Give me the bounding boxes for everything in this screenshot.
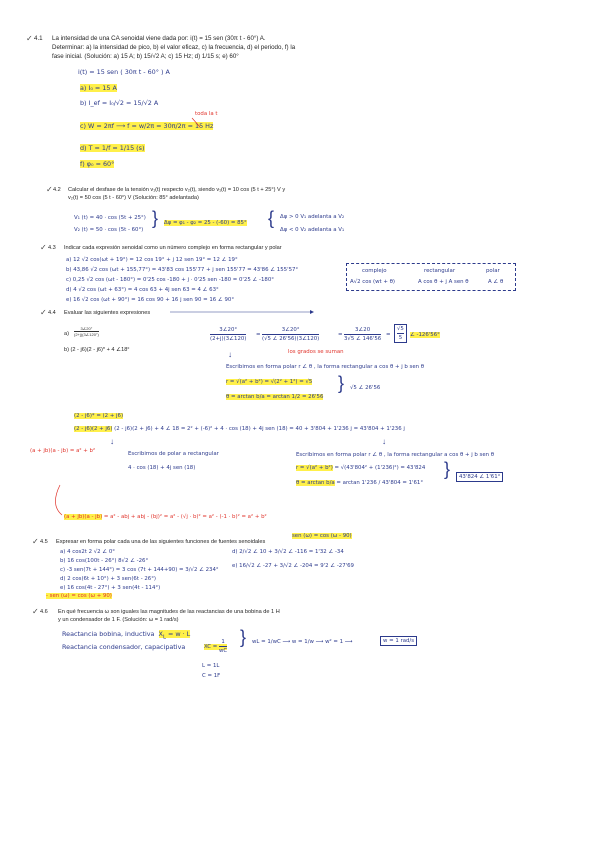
annotation-note: toda la t (195, 111, 218, 117)
angle-1: θ = arctan b/a = arctan 1/2 = 26'56 (226, 394, 324, 400)
list-item: d) 4 √2 cos (ωt + 63°) = 4 cos 63 + 4j sen 63 = 4 ∠ 63° (66, 287, 219, 293)
polar-note: Escribimos en forma polar r ∠ θ , la forma rectangular a cos θ + j b sen θ (226, 364, 425, 370)
problem-number: 4.4 (48, 310, 56, 316)
problem-title: Evaluar las siguientes expresiones (64, 310, 151, 316)
polar-note-2: Escribimos en forma polar r ∠ θ , la forma rectangular a cos θ + j b sen θ (296, 452, 495, 458)
list-item: b) 16 cos(100t - 26°) 8√2 ∠ -26° (60, 558, 149, 564)
brace-icon: } (444, 459, 451, 479)
equals-sign: = (338, 332, 343, 338)
problem-number: 4.2 (53, 187, 61, 193)
step-2: $\frac{3\angle 20^\circ}{(√5 \angle 26'56)(3\angle 120)}$ (262, 327, 320, 342)
identity-note: sen (ω) = cos (ω - 90) (292, 533, 352, 539)
answer-f: f) φ₀ = 60° (80, 160, 115, 168)
brace-icon: { (268, 208, 275, 228)
problem-number: 4.3 (48, 245, 56, 251)
result-polar-2: 43'824 ∠ 1'61° (456, 472, 503, 482)
checkmark-icon: ✓ (46, 185, 53, 194)
problem-statement-line: La intensidad de una CA senoidal viene dada por: i(t) = 15 sen (30π t - 60°) A. (52, 35, 266, 42)
angle-2: θ = arctan b/a = arctan 1'236 / 43'804 = 1'61° (296, 480, 424, 486)
answer-a: a) I₀ = 15 A (80, 84, 117, 92)
phase-difference: Δφ = φ₁ - φ₂ = 25 - (-60) = 85° (164, 220, 247, 226)
list-item: a) 4 cos2t 2 √2 ∠ 0° (60, 549, 115, 555)
problem-statement-line: Calcular el desfase de la tensión v₁(t) respecto v₂(t), siendo v₁(t) = 10 cos (5 t + 25°) V y (68, 187, 286, 193)
problem-statement-line: fase inicial. (Solución: a) 15 A; b) 15/√2 A; c) 15 Hz; d) 1/15 s; e) 60° (52, 53, 239, 60)
note-arrow (192, 118, 200, 127)
item-b: b) (2 - j6)(2 - j6)* + 4 ∠18° (64, 347, 130, 353)
solution-chain: wL = 1/wC ⟶ w = 1/w ⟶ w² = 1 ⟶ (252, 639, 353, 645)
arrow-down-icon: ↓ (110, 437, 114, 446)
result-a-angle: ∠ -126'56° (410, 332, 440, 338)
final-answer: w = 1 rad/s (380, 636, 417, 646)
item-label: a) (64, 331, 69, 337)
result-polar-1: √5 ∠ 26'56 (350, 385, 381, 391)
checkmark-icon: ✓ (40, 243, 47, 252)
modulus-2: r = √(a² + b²) = √(43'804² + (1'236)²) = 43'824 (296, 465, 426, 471)
list-item: c) -3 sen(7t + 144°) = 3 cos (7t + 144+90) = 3/√2 ∠ 234° (60, 567, 219, 573)
voltage-v1: V₁ (t) = 40 · cos (5t + 25°) (74, 215, 146, 221)
capacitance-value: C = 1F (202, 673, 221, 679)
rect-note: Escribimos de polar a rectangular (128, 451, 219, 457)
brace-icon: } (152, 208, 159, 228)
modulus-1: r = √(a² + b²) = √(2² + 1²) = √5 (226, 379, 313, 385)
fraction: 3∠20° (2+j)(3∠120°) (74, 326, 99, 337)
list-item: e) 16 √2 cos (ωt + 90°) = 16 cos 90 + 16 j sen 90 = 16 ∠ 90° (66, 297, 235, 303)
answer-c: c) W = 2πf ⟶ f = w/2π = 30π/2π = 15 Hz (80, 122, 214, 130)
capacitive-reactance: Reactancia condensador, capacipativa (62, 643, 186, 651)
answer-b: b) I_ef = I₀/√2 = 15/√2 A (80, 99, 159, 107)
step-1: $\frac{3\angle 20^\circ}{(2+j)(3\angle 120)}$ (210, 327, 247, 342)
rect-eq: 4 · cos (18) + 4j sen (18) (128, 465, 196, 471)
problem-statement-line: y un condensador de 1 F. (Solución: ω = 1 rad/s) (58, 617, 179, 623)
legend-value: A√2 cos (wt + θ) (350, 279, 396, 285)
answer-d: d) T = 1/f = 1/15 (s) (80, 144, 145, 152)
brace-icon: } (338, 373, 345, 393)
problem-number: 4.1 (34, 35, 43, 42)
final-identity: (a + jb)(a - jb) = a² - abj + abj - (bj)² = a² - (√j · b)² = a² - (-1 · b)² = a² + b² (64, 514, 267, 520)
identity-note: - sen (ω) = cos (ω + 90) (46, 593, 112, 599)
brace-icon: } (240, 627, 247, 647)
problem-number: 4.5 (40, 539, 48, 545)
checkmark-icon: ✓ (32, 537, 39, 546)
case-negative: Δφ < 0 V₂ adelanta a V₁ (280, 227, 345, 233)
problem-title: Indicar cada expresión senoidal como un número complejo en forma rectangular y polar (64, 245, 282, 251)
conjugate: (2 - j6)* = (2 + j6) (74, 413, 124, 419)
list-item: b) 43,86 √2 cos (ωt + 155,77°) = 43'83 cos 155'77 + j sen 155'77 = 43'86 ∠ 155'57° (66, 267, 299, 273)
arrow-head (310, 310, 314, 314)
side-note: (a + jb)(a - jb) = a² + b² (30, 448, 96, 454)
list-item: d) 2 cos(6t + 10°) + 3 sen(6t - 26°) (60, 576, 157, 582)
voltage-v2: V₂ (t) = 50 · cos (5t - 60°) (74, 227, 144, 233)
list-item: c) 0,25 √2 cos (ωt - 180°) = 0'25 cos -180 + j · 0'25 sen -180 = 0'25 ∠ -180° (66, 277, 274, 283)
list-item: e) 16 cos(4t - 27°) + 3 sen(4t - 114°) (60, 585, 161, 591)
arrow-down-icon: ↓ (382, 437, 386, 446)
problem-statement-line: En qué frecuencia ω son iguales las magnitudes de las reactancias de una bobina de 1 H (58, 609, 280, 615)
checkmark-icon: ✓ (32, 607, 39, 616)
capacitive-formula: XC = $\frac{1}{wC}$ (204, 639, 228, 654)
arrow-down-icon: ↓ (228, 350, 232, 359)
step-3: $\frac{3\angle 20}{3√5 \angle 146'56}$ (344, 327, 382, 342)
equals-sign: = (386, 332, 391, 338)
result-a: $\frac{√5}{5}$ (394, 324, 407, 343)
checkmark-icon: ✓ (40, 308, 47, 317)
legend-head: complejo (362, 268, 387, 274)
answer-e: e) 16/√2 ∠ -27 + 3/√2 ∠ -204 = 9'2 ∠ -27'69 (232, 563, 354, 569)
list-item: a) 12 √2 cos(ωt + 19°) = 12 cos 19° + j 12 sen 19° = 12 ∠ 19° (66, 257, 238, 263)
legend-value: A ∠ θ (488, 279, 504, 285)
equals-sign: = (256, 332, 261, 338)
answer-d: d) 2/√2 ∠ 10 + 3/√2 ∠ -116 = 1'32 ∠ -34 (232, 549, 344, 555)
case-positive: Δφ > 0 V₁ adelanta a V₂ (280, 214, 345, 220)
inductance-value: L = 1L (202, 663, 220, 669)
legend-head: rectangular (424, 268, 456, 274)
inductive-reactance: Reactancia bobina, inductiva $X_L = w \cdot L$ (62, 630, 191, 641)
problem-number: 4.6 (40, 609, 48, 615)
annotation-note: los grados se suman (288, 349, 344, 355)
legend-head: polar (486, 268, 500, 274)
problem-statement-line: Determinar: a) la intensidad de pico, b) el valor eficaz, c) la frecuencia, d) el periodo, f) la (52, 44, 296, 51)
checkmark-icon: ✓ (26, 34, 33, 43)
legend-value: A cos θ + j A sen θ (418, 279, 469, 285)
long-expansion: (2 - j6)(2 + j6) (2 - j6)(2 + j6) + 4 ∠ 18 = 2² + (-6)² + 4 · cos (18) + 4j sen (18) = 40 + 3'804 + 1'236 j = 43'804 + 1'236 j (74, 426, 405, 432)
problem-statement-line: v₂(t) = 50 cos (5 t - 60°) V (Solución: 85° adelantada) (68, 195, 199, 201)
note-curve (55, 485, 62, 515)
problem-title: Expresar en forma polar cada una de las siguientes funciones de fuentes senoidales (56, 539, 266, 545)
equation-main: i(t) = 15 sen ( 30π t - 60° ) A (78, 68, 170, 76)
